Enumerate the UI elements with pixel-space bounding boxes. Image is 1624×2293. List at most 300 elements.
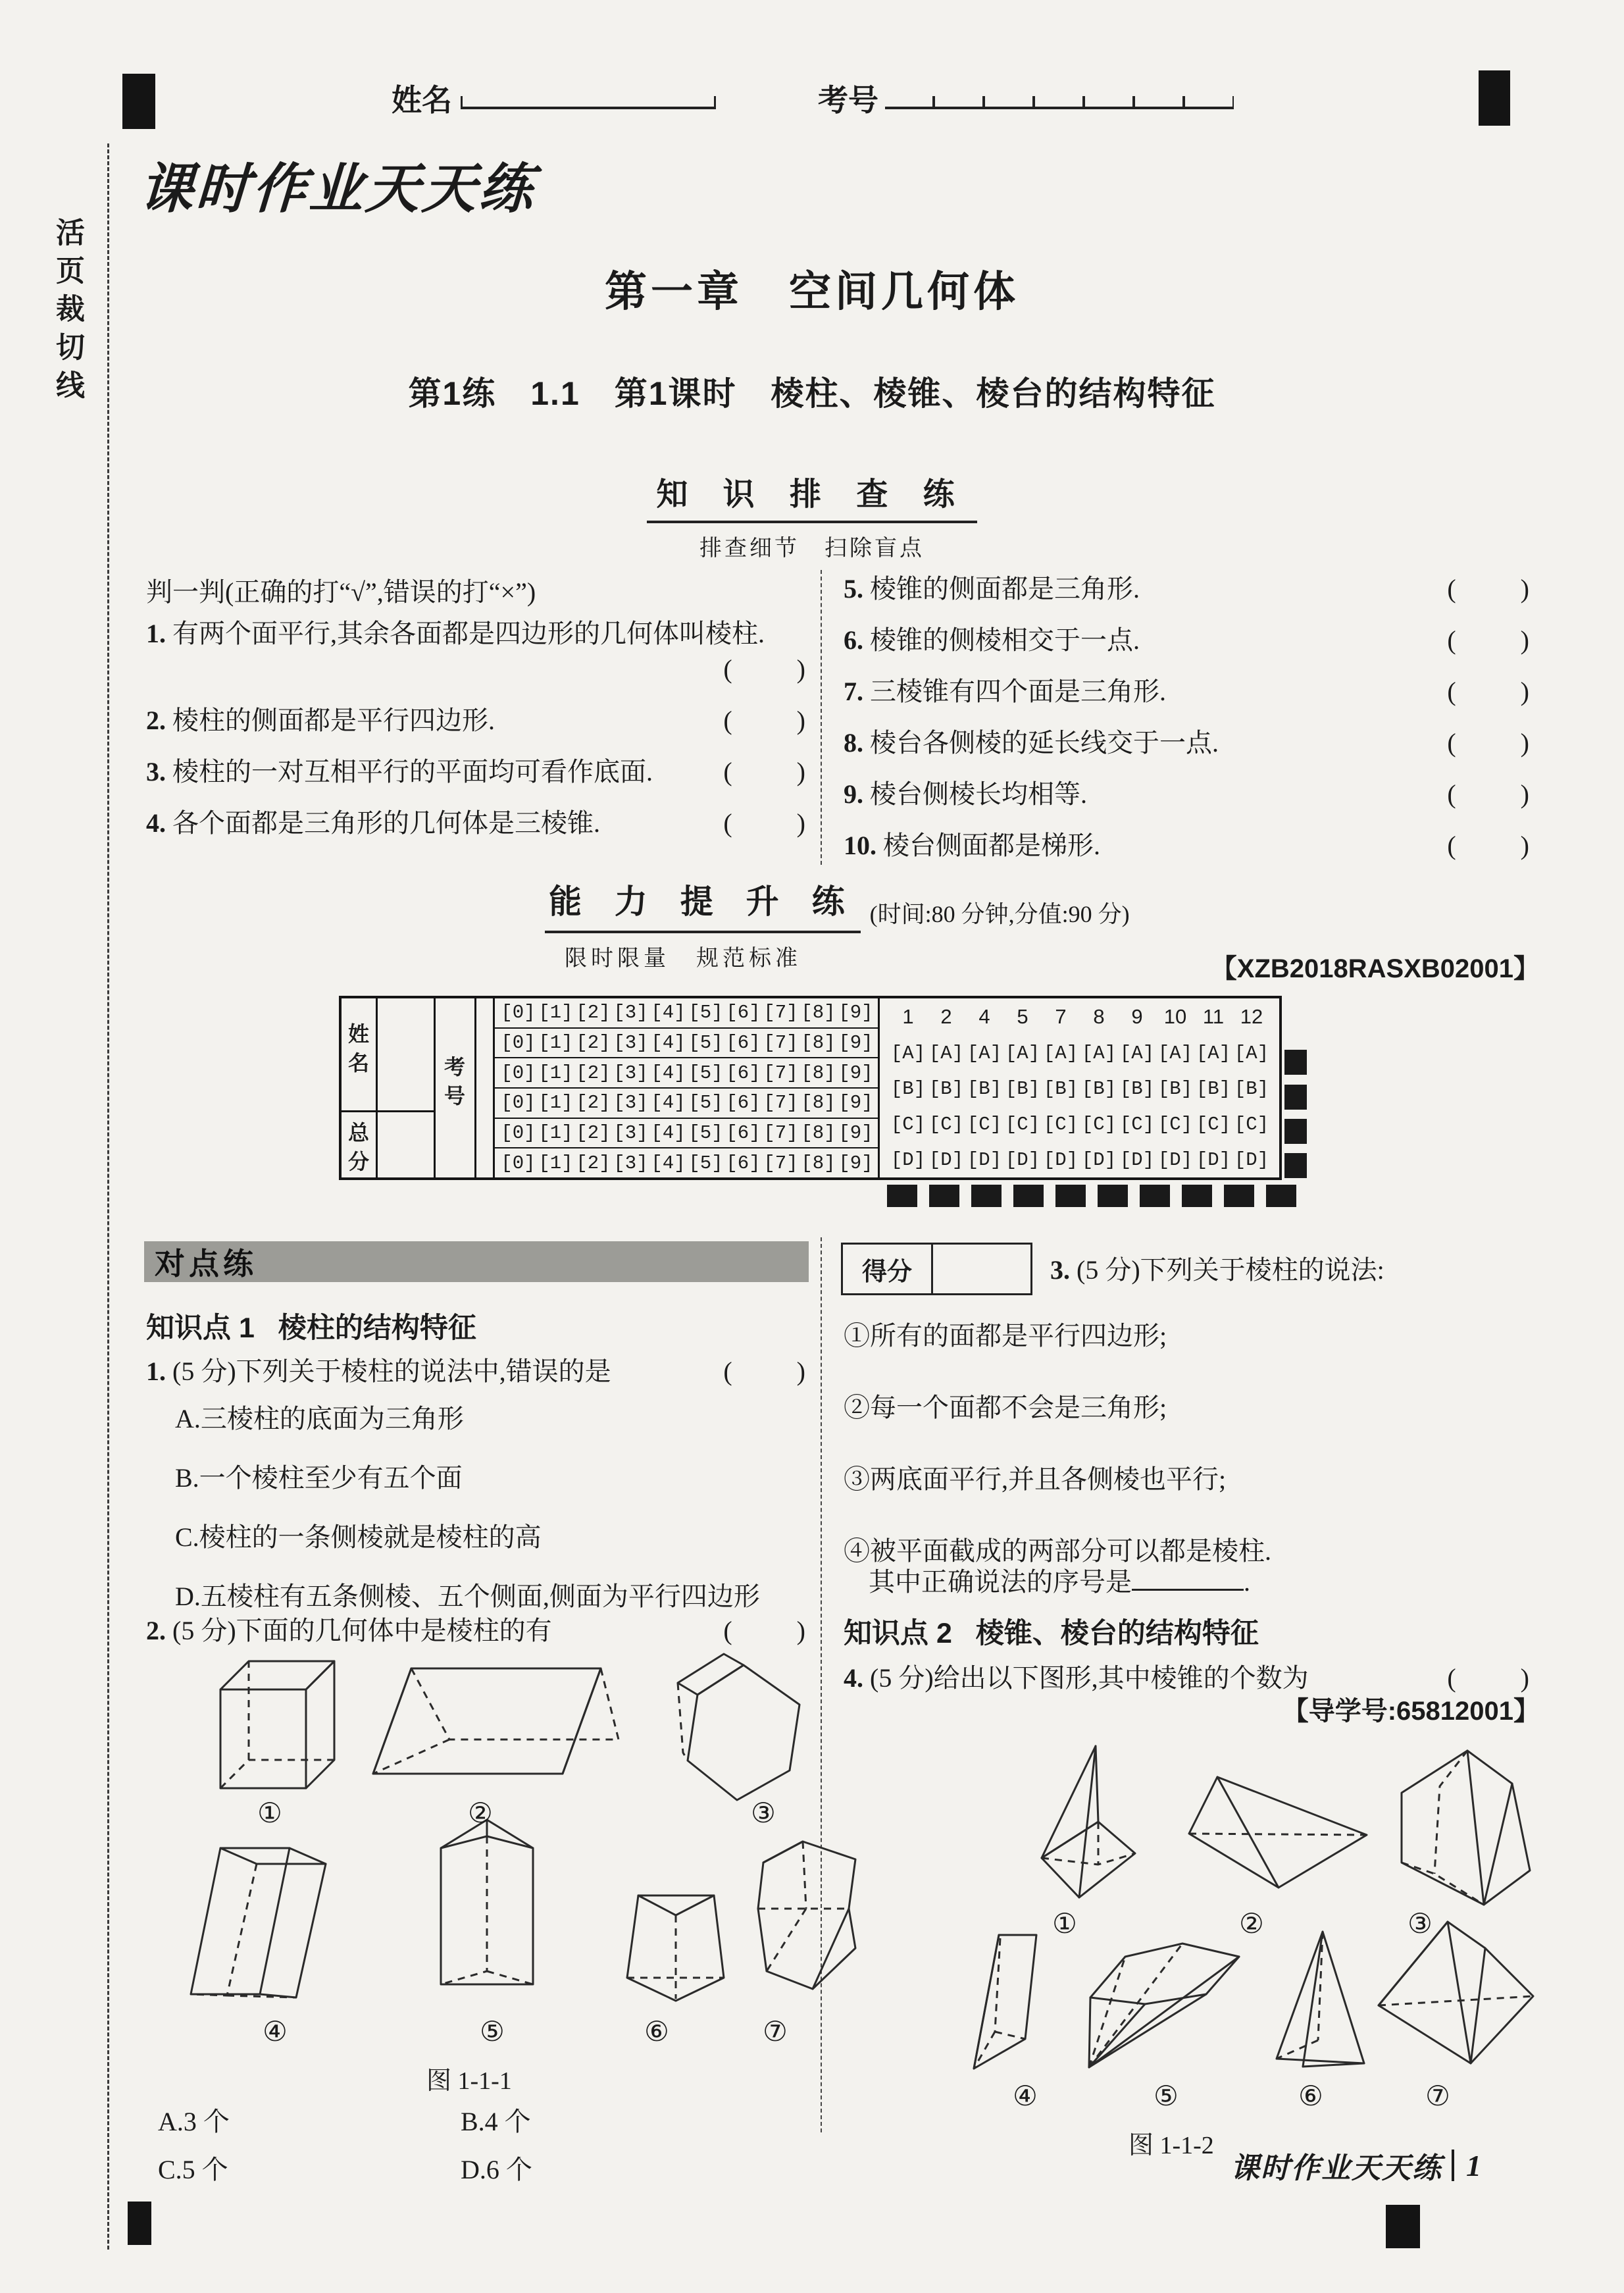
digit-bubble: [2] xyxy=(576,1092,611,1114)
timing-mark xyxy=(1224,1185,1254,1207)
fig1-shape-7-stacked-prisms xyxy=(750,1836,862,1994)
timing-mark xyxy=(1284,1085,1307,1110)
page-footer xyxy=(1231,2144,1481,2186)
digit-bubble: [3] xyxy=(613,1002,648,1024)
digit-bubble: [1] xyxy=(538,1122,573,1145)
choice-bubble: [B] xyxy=(1196,1077,1231,1100)
exam-no-label: 考号 xyxy=(818,83,878,117)
timing-mark xyxy=(1098,1185,1128,1207)
tf-question xyxy=(146,703,809,738)
sheet-line xyxy=(342,1110,434,1112)
question-3-period: . xyxy=(1244,1567,1250,1597)
choice-bubble: [B] xyxy=(1119,1077,1155,1100)
question-number: 5 xyxy=(1017,1005,1028,1028)
question-1-number: 1. xyxy=(146,1356,166,1386)
digit-bubble: [0] xyxy=(501,1002,536,1024)
digit-bubble: [5] xyxy=(688,1032,723,1054)
tf-answer-paren: ( ) xyxy=(1447,574,1533,604)
sheet-line xyxy=(878,998,880,1177)
sheet-name-label: 姓名 xyxy=(347,1022,369,1075)
fig1-shape-3-hexagonal xyxy=(671,1649,813,1803)
choice-bubble: [A] xyxy=(1196,1042,1231,1064)
option: B.一个棱柱至少有五个面 xyxy=(175,1463,463,1493)
duidian-banner-label: 对点练 xyxy=(155,1247,257,1281)
sheet-digit-grid xyxy=(493,998,878,1177)
digit-bubble: [9] xyxy=(838,1122,873,1145)
column-divider-top xyxy=(821,570,822,865)
digit-bubble: [8] xyxy=(801,1002,836,1024)
question-4-paren: ( ) xyxy=(1447,1663,1533,1693)
digit-bubble: [8] xyxy=(801,1062,836,1084)
fig1-label-5: ⑤ xyxy=(480,2017,505,2048)
tf-question-body: 棱台侧棱长均相等. xyxy=(870,779,1087,809)
knowledge-point-2 xyxy=(844,1611,1259,1651)
digit-bubble: [5] xyxy=(688,1122,723,1145)
question-number: 10 xyxy=(1163,1005,1187,1028)
tf-question-body: 三棱锥有四个面是三角形. xyxy=(870,677,1166,706)
knowledge-check-header xyxy=(582,469,1042,562)
digit-bubble: [8] xyxy=(801,1122,836,1145)
ability-time-note: (时间:80 分钟,分值:90 分) xyxy=(869,901,1130,927)
fig1-label-4: ④ xyxy=(263,2017,288,2048)
question-number: 2 xyxy=(940,1005,952,1028)
fig2-shape-1-pyramid xyxy=(1030,1743,1158,1901)
tf-question-text xyxy=(844,571,1140,607)
tf-answer-paren: ( ) xyxy=(1447,728,1533,758)
sheet-choice-row xyxy=(889,1106,1274,1142)
fig2-caption: 图 1-1-2 xyxy=(1129,2132,1214,2159)
timing-mark xyxy=(1013,1185,1044,1207)
digit-bubble: [3] xyxy=(613,1122,648,1145)
choice-bubble: [D] xyxy=(1005,1148,1040,1171)
sheet-digit-row xyxy=(493,998,878,1027)
tf-question-text xyxy=(844,725,1219,761)
timing-mark xyxy=(929,1185,959,1207)
digit-bubble: [7] xyxy=(763,1092,798,1114)
tf-question-text xyxy=(844,674,1166,709)
question-number: 11 xyxy=(1202,1005,1225,1028)
digit-bubble: [1] xyxy=(538,1002,573,1024)
choice-bubble: [B] xyxy=(1043,1077,1078,1100)
digit-bubble: [8] xyxy=(801,1092,836,1114)
digit-bubble: [8] xyxy=(801,1032,836,1054)
question-3-items xyxy=(844,1315,1535,1602)
digit-bubble: [6] xyxy=(726,1002,761,1024)
q2-option-a: A.3 个 xyxy=(158,2107,230,2136)
question-3 xyxy=(1050,1249,1537,1287)
fig2-label-3: ③ xyxy=(1408,1909,1433,1940)
digit-bubble: [3] xyxy=(613,1092,648,1114)
tf-question-body: 棱锥的侧面都是三角形. xyxy=(870,574,1140,604)
tf-question xyxy=(146,616,809,687)
choice-bubble: [A] xyxy=(928,1042,964,1064)
choice-bubble: [A] xyxy=(967,1042,1002,1064)
fig2-shape-3-prism xyxy=(1382,1745,1540,1910)
digit-bubble: [0] xyxy=(501,1032,536,1054)
digit-bubble: [9] xyxy=(838,1062,873,1084)
fig1-label-7: ⑦ xyxy=(763,2017,788,2048)
tf-question-text xyxy=(844,623,1140,658)
sheet-line xyxy=(474,998,476,1177)
choice-bubble: [B] xyxy=(890,1077,926,1100)
tf-question xyxy=(146,754,809,790)
tf-question xyxy=(844,571,1533,607)
question-2-number: 2. xyxy=(146,1616,166,1645)
digit-bubble: [1] xyxy=(538,1092,573,1114)
fig2-shape-5-hexagonal-pyramid xyxy=(1082,1938,1244,2073)
tf-answer-paren: ( ) xyxy=(1447,831,1533,860)
q2-option-b: B.4 个 xyxy=(461,2107,531,2136)
choice-bubble: [C] xyxy=(1005,1113,1040,1135)
tf-question-text xyxy=(844,777,1087,812)
fig1-shape-6-frustum xyxy=(622,1879,730,2004)
choice-bubble: [B] xyxy=(1157,1077,1193,1100)
fig2-shape-4-wedge xyxy=(961,1932,1073,2073)
question-3-number: 3. xyxy=(1050,1255,1070,1285)
corner-mark-top-left xyxy=(122,74,155,129)
question-4-body: (5 分)给出以下图形,其中棱锥的个数为 xyxy=(870,1663,1309,1693)
tf-answer-paren: ( ) xyxy=(723,757,809,786)
digit-bubble: [0] xyxy=(501,1092,536,1114)
fig1-label-6: ⑥ xyxy=(644,2017,669,2048)
knowledge-check-title: 知 识 排 查 练 xyxy=(647,469,977,523)
sheet-digit-row xyxy=(493,1027,878,1058)
fig2-label-5: ⑤ xyxy=(1154,2082,1179,2112)
tf-question-body: 各个面都是三角形的几何体是三棱锥. xyxy=(172,808,600,838)
digit-bubble: [7] xyxy=(763,1122,798,1145)
question-4 xyxy=(844,1657,1533,1695)
digit-bubble: [7] xyxy=(763,1152,798,1174)
digit-bubble: [7] xyxy=(763,1062,798,1084)
fig1-caption: 图 1-1-1 xyxy=(426,2067,512,2095)
sheet-digit-row xyxy=(493,1147,878,1177)
paper-code: 【XZB2018RASXB02001】 xyxy=(1210,954,1540,983)
tf-question-number: 8. xyxy=(844,728,863,758)
fig2-shape-2-tetrahedron xyxy=(1181,1769,1372,1891)
digit-bubble: [0] xyxy=(501,1152,536,1174)
digit-bubble: [2] xyxy=(576,1032,611,1054)
digit-bubble: [1] xyxy=(538,1152,573,1174)
question-number: 1 xyxy=(902,1005,914,1028)
option: D.五棱柱有五条侧棱、五个侧面,侧面为平行四边形 xyxy=(175,1582,760,1611)
tf-question-number: 5. xyxy=(844,574,863,604)
choice-bubble: [A] xyxy=(890,1042,926,1064)
knowledge-point-1-title: 棱柱的结构特征 xyxy=(278,1312,476,1344)
score-box-value xyxy=(933,1245,1030,1293)
duidian-banner xyxy=(144,1241,809,1282)
tf-question-text xyxy=(146,703,495,738)
fig2-label-2: ② xyxy=(1239,1909,1264,1940)
tf-question-body: 棱台侧面都是梯形. xyxy=(883,831,1100,860)
sheet-digit-row xyxy=(493,1118,878,1148)
choice-bubble: [A] xyxy=(1005,1042,1040,1064)
digit-bubble: [1] xyxy=(538,1032,573,1054)
fig1-shape-1-box xyxy=(211,1653,339,1795)
tf-question-number: 2. xyxy=(146,706,166,735)
question-1-body: (5 分)下列关于棱柱的说法中,错误的是 xyxy=(172,1356,611,1386)
tf-question-number: 10. xyxy=(844,831,876,860)
choice-bubble: [B] xyxy=(1005,1077,1040,1100)
digit-bubble: [5] xyxy=(688,1092,723,1114)
tf-answer-paren: ( ) xyxy=(1447,677,1533,706)
choice-bubble: [C] xyxy=(928,1113,964,1135)
sheet-choice-row xyxy=(889,1035,1274,1071)
timing-mark xyxy=(1266,1185,1296,1207)
tf-question-text xyxy=(146,754,653,790)
digit-bubble: [7] xyxy=(763,1032,798,1054)
digit-bubble: [4] xyxy=(651,1152,686,1174)
question-3-conclusion-text: 其中正确说法的序号是 xyxy=(869,1567,1132,1597)
choice-bubble: [C] xyxy=(1081,1113,1117,1135)
choice-bubble: [D] xyxy=(1081,1148,1117,1171)
digit-bubble: [6] xyxy=(726,1122,761,1145)
q2-option-c: C.5 个 xyxy=(158,2155,228,2184)
footer-brand: 课时作业天天练 xyxy=(1231,2152,1442,2184)
tf-question-body: 有两个面平行,其余各面都是四边形的几何体叫棱柱. xyxy=(172,619,765,648)
masthead-title: 课时作业天天练 xyxy=(138,159,538,219)
choice-bubble: [C] xyxy=(1119,1113,1155,1135)
digit-bubble: [8] xyxy=(801,1152,836,1174)
knowledge-point-2-label: 知识点 2 xyxy=(844,1618,952,1649)
choice-bubble: [D] xyxy=(928,1148,964,1171)
question-4-number: 4. xyxy=(844,1663,863,1693)
digit-bubble: [9] xyxy=(838,1002,873,1024)
fig2-shape-6-tall-pyramid xyxy=(1267,1928,1369,2070)
sheet-choice-row xyxy=(889,1142,1274,1177)
question-number: 7 xyxy=(1055,1005,1067,1028)
timing-mark xyxy=(1284,1153,1307,1178)
digit-bubble: [5] xyxy=(688,1062,723,1084)
timing-mark xyxy=(1284,1050,1307,1075)
digit-bubble: [4] xyxy=(651,1062,686,1084)
digit-bubble: [9] xyxy=(838,1152,873,1174)
sheet-choice-row xyxy=(889,1071,1274,1106)
knowledge-point-1 xyxy=(146,1306,476,1346)
digit-bubble: [6] xyxy=(726,1152,761,1174)
tf-question-body: 棱柱的侧面都是平行四边形. xyxy=(172,706,495,735)
choice-bubble: [C] xyxy=(1234,1113,1269,1135)
choice-bubble: [D] xyxy=(967,1148,1002,1171)
footer-divider xyxy=(1452,2150,1454,2181)
knowledge-point-1-label: 知识点 1 xyxy=(146,1312,255,1344)
digit-bubble: [4] xyxy=(651,1092,686,1114)
choice-bubble: [D] xyxy=(1234,1148,1269,1171)
timing-mark xyxy=(1055,1185,1086,1207)
question-4-text xyxy=(844,1657,1309,1695)
section-title: 第1练 1.1 第1课时 棱柱、棱锥、棱台的结构特征 xyxy=(408,375,1216,412)
digit-bubble: [9] xyxy=(838,1032,873,1054)
tf-question-number: 6. xyxy=(844,625,863,655)
tf-answer-paren: ( ) xyxy=(1447,625,1533,655)
digit-bubble: [2] xyxy=(576,1062,611,1084)
fig2-label-7: ⑦ xyxy=(1425,2082,1450,2112)
statement-item: ②每一个面都不会是三角形; xyxy=(844,1393,1167,1422)
sheet-digit-row xyxy=(493,1057,878,1087)
choice-bubble: [C] xyxy=(967,1113,1002,1135)
digit-bubble: [5] xyxy=(688,1152,723,1174)
tf-question xyxy=(844,674,1533,709)
fig2-shape-7-large-pyramid xyxy=(1372,1919,1540,2067)
digit-bubble: [3] xyxy=(613,1062,648,1084)
timing-mark xyxy=(1182,1185,1212,1207)
fig2-label-4: ④ xyxy=(1013,2082,1038,2112)
choice-bubble: [B] xyxy=(1234,1077,1269,1100)
tf-question-number: 1. xyxy=(146,619,166,648)
question-2-text xyxy=(146,1610,552,1647)
tf-question-number: 3. xyxy=(146,757,166,786)
question-1-options xyxy=(175,1398,820,1635)
tf-question-number: 7. xyxy=(844,677,863,706)
tf-question-text xyxy=(844,828,1100,863)
timing-marks-bottom xyxy=(887,1185,1296,1207)
tf-questions-left xyxy=(146,616,809,857)
digit-bubble: [6] xyxy=(726,1032,761,1054)
tf-question xyxy=(844,725,1533,761)
digit-bubble: [6] xyxy=(726,1092,761,1114)
guide-number: 【导学号:65812001】 xyxy=(1282,1697,1540,1726)
question-2-paren: ( ) xyxy=(723,1616,809,1645)
question-3-body: (5 分)下列关于棱柱的说法: xyxy=(1077,1255,1384,1285)
choice-bubble: [A] xyxy=(1119,1042,1155,1064)
choice-bubble: [C] xyxy=(1157,1113,1193,1135)
digit-bubble: [9] xyxy=(838,1092,873,1114)
choice-bubble: [D] xyxy=(1157,1148,1193,1171)
tf-question-text xyxy=(146,616,765,652)
timing-mark xyxy=(1140,1185,1170,1207)
digit-bubble: [4] xyxy=(651,1122,686,1145)
fig1-shape-5-pentagonal-prism xyxy=(424,1816,549,1997)
sheet-line xyxy=(376,998,378,1177)
statement-item: ①所有的面都是平行四边形; xyxy=(844,1321,1167,1351)
chapter-title: 第一章 空间几何体 xyxy=(605,268,1019,315)
sheet-line xyxy=(434,998,436,1177)
ability-practice-title: 能 力 提 升 练 xyxy=(545,875,861,933)
option: A.三棱柱的底面为三角形 xyxy=(175,1404,464,1433)
tf-question xyxy=(844,828,1533,863)
cut-line-label: 活页裁切线 xyxy=(51,217,84,408)
sheet-choice-grid xyxy=(889,1035,1274,1177)
question-2-body: (5 分)下面的几何体中是棱柱的有 xyxy=(172,1616,552,1645)
tf-answer-paren: ( ) xyxy=(1447,779,1533,809)
digit-bubble: [6] xyxy=(726,1062,761,1084)
fig2-label-6: ⑥ xyxy=(1298,2082,1323,2112)
choice-bubble: [D] xyxy=(1043,1148,1078,1171)
name-label: 姓名 xyxy=(392,83,452,117)
fig1-label-1: ① xyxy=(257,1799,282,1829)
question-number: 4 xyxy=(978,1005,990,1028)
q2-option-d: D.6 个 xyxy=(461,2155,532,2184)
question-number: 8 xyxy=(1093,1005,1105,1028)
question-1 xyxy=(146,1351,809,1388)
tf-answer-paren: ( ) xyxy=(723,654,809,684)
question-number: 12 xyxy=(1240,1005,1263,1028)
digit-bubble: [1] xyxy=(538,1062,573,1084)
exam-no-input-line xyxy=(885,96,1234,109)
corner-mark-bottom-left xyxy=(128,2202,151,2245)
fig1-shape-4-oblique-prism xyxy=(161,1843,362,2001)
timing-mark xyxy=(1284,1119,1307,1144)
choice-bubble: [A] xyxy=(1234,1042,1269,1064)
fig1-label-3: ③ xyxy=(751,1799,776,1829)
corner-mark-top-right xyxy=(1479,70,1510,126)
ability-practice-subtitle: 限时限量 规范标准 xyxy=(565,946,801,971)
choice-bubble: [A] xyxy=(1081,1042,1117,1064)
digit-bubble: [3] xyxy=(613,1032,648,1054)
choice-bubble: [D] xyxy=(1196,1148,1231,1171)
option: C.棱柱的一条侧棱就是棱柱的高 xyxy=(175,1522,542,1552)
choice-bubble: [B] xyxy=(928,1077,964,1100)
choice-bubble: [C] xyxy=(890,1113,926,1135)
answer-sheet xyxy=(339,996,1282,1180)
digit-bubble: [2] xyxy=(576,1002,611,1024)
cut-dashed-line xyxy=(107,143,109,2250)
choice-bubble: [B] xyxy=(1081,1077,1117,1100)
choice-bubble: [C] xyxy=(1196,1113,1231,1135)
question-3-conclusion xyxy=(869,1561,1250,1599)
tf-question xyxy=(844,623,1533,658)
tf-question xyxy=(844,777,1533,812)
tf-question xyxy=(146,806,809,841)
sheet-question-numbers xyxy=(889,1005,1271,1029)
column-divider-bottom xyxy=(821,1237,822,2132)
knowledge-point-2-title: 棱锥、棱台的结构特征 xyxy=(975,1618,1259,1649)
score-box xyxy=(841,1243,1032,1295)
footer-page-number: 1 xyxy=(1466,2148,1481,2182)
choice-bubble: [D] xyxy=(1119,1148,1155,1171)
digit-bubble: [3] xyxy=(613,1152,648,1174)
sheet-total-label: 总分 xyxy=(347,1121,369,1173)
corner-mark-bottom-right xyxy=(1386,2205,1420,2248)
digit-bubble: [2] xyxy=(576,1122,611,1145)
tf-answer-paren: ( ) xyxy=(723,706,809,735)
digit-bubble: [0] xyxy=(501,1062,536,1084)
digit-bubble: [5] xyxy=(688,1002,723,1024)
statement-item: ④被平面截成的两部分可以都是棱柱. xyxy=(844,1536,1271,1566)
tf-question-text xyxy=(146,806,600,841)
sheet-digit-row xyxy=(493,1087,878,1118)
choice-bubble: [A] xyxy=(1157,1042,1193,1064)
choice-bubble: [A] xyxy=(1043,1042,1078,1064)
name-input-line xyxy=(461,96,716,109)
choice-bubble: [C] xyxy=(1043,1113,1078,1135)
statement-item: ③两底面平行,并且各侧棱也平行; xyxy=(844,1464,1227,1494)
score-box-label: 得分 xyxy=(843,1245,933,1293)
knowledge-check-subtitle: 排查细节 扫除盲点 xyxy=(699,536,925,561)
tf-answer-paren: ( ) xyxy=(723,808,809,838)
tf-question-number: 9. xyxy=(844,779,863,809)
tf-question-body: 棱台各侧棱的延长线交于一点. xyxy=(870,728,1219,758)
tf-questions-right xyxy=(844,571,1533,879)
digit-bubble: [7] xyxy=(763,1002,798,1024)
answer-blank-line xyxy=(1132,1562,1244,1591)
question-2 xyxy=(146,1610,809,1647)
digit-bubble: [0] xyxy=(501,1122,536,1145)
choice-bubble: [D] xyxy=(890,1148,926,1171)
fig2-label-1: ① xyxy=(1052,1909,1077,1940)
tf-question-number: 4. xyxy=(146,808,166,838)
question-1-paren: ( ) xyxy=(723,1356,809,1386)
choice-bubble: [B] xyxy=(967,1077,1002,1100)
tf-question-body: 棱锥的侧棱相交于一点. xyxy=(870,625,1140,655)
fig1-label-2: ② xyxy=(468,1799,493,1829)
timing-mark xyxy=(887,1185,917,1207)
sheet-exam-label: 考号 xyxy=(444,1055,465,1108)
question-number: 9 xyxy=(1131,1005,1143,1028)
tf-question-body: 棱柱的一对互相平行的平面均可看作底面. xyxy=(172,757,653,786)
digit-bubble: [4] xyxy=(651,1002,686,1024)
tf-instruction: 判一判(正确的打“√”,错误的打“×”) xyxy=(146,577,536,607)
timing-mark xyxy=(971,1185,1002,1207)
